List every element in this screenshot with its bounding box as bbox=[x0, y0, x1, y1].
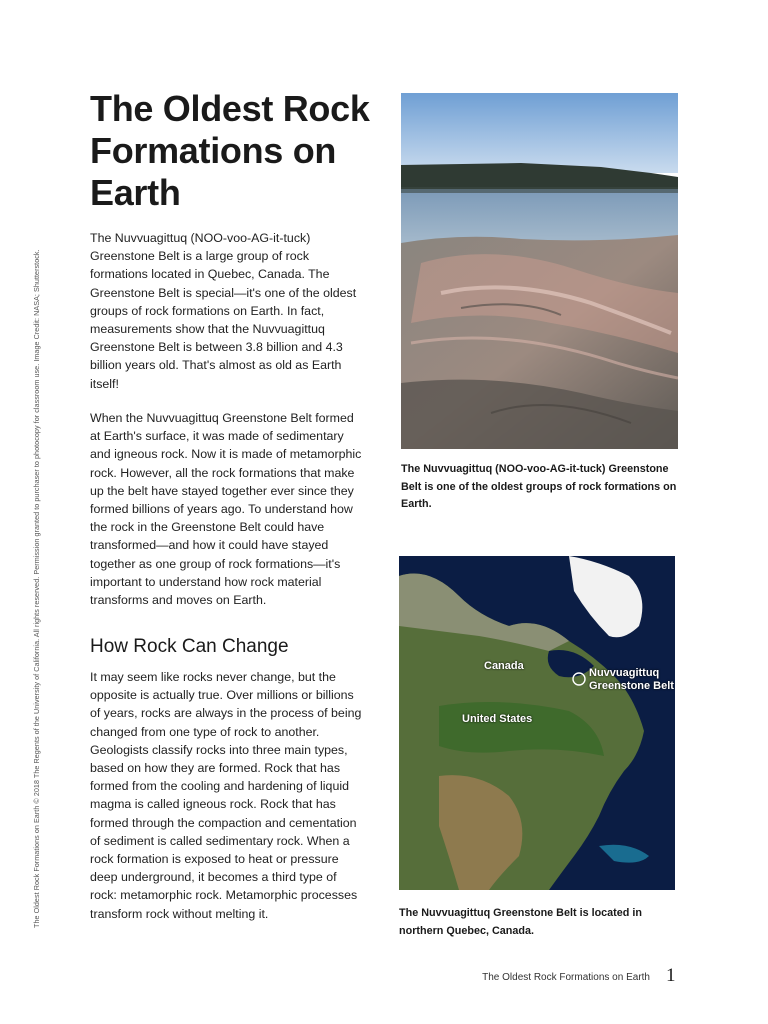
photo-caption: The Nuvvuagittuq (NOO-voo-AG-it-tuck) Greenstone Belt is one of the oldest groups of rock formations on Earth. bbox=[401, 463, 677, 510]
map-caption: The Nuvvuagittuq Greenstone Belt is located in northern Quebec, Canada. bbox=[399, 907, 642, 937]
side-credit: The Oldest Rock Formations on Earth © 2018 The Regents of the University of California. All rights reserved. Permission granted to purchaser to photocopy for classroom use. Image Credit: NASA; Shutterstock. bbox=[32, 249, 41, 928]
rock-photo-illustration bbox=[401, 93, 678, 449]
section-heading: How Rock Can Change bbox=[90, 636, 289, 657]
paragraph-intro: The Nuvvuagittuq (NOO-voo-AG-it-tuck) Greenstone Belt is a large group of rock formations located in Quebec, Canada. The Greenstone Belt is special—it's one of the oldest groups of rock formations on Earth. In fact, measurements show that the Nuvvuagittuq Greenstone Belt is between 3.8 billion and 4.3 billion years old. That's almost as old as Earth itself! bbox=[90, 231, 357, 391]
rock-formation-photo bbox=[401, 93, 678, 449]
page-number: 1 bbox=[666, 965, 676, 986]
map-illustration bbox=[399, 556, 675, 890]
map-label-belt-name: Nuvvuagittuq bbox=[589, 667, 660, 679]
footer-title: The Oldest Rock Formations on Earth bbox=[482, 972, 650, 983]
paragraph-formation: When the Nuvvuagittuq Greenstone Belt formed at Earth's surface, it was made of sedimentary and igneous rock. Now it is made of metamorphic rock. However, all the rock formations that make up the belt have stayed together ever since they formed billions of years ago. To understand how the rock in the Greenstone Belt could have transformed—and how it could have stayed together as one group of rock formations—it's important to understand how rock material transforms and moves on Earth. bbox=[90, 411, 362, 608]
map-label-belt-type: Greenstone Belt bbox=[589, 680, 674, 692]
page-title: The Oldest Rock Formations on Earth bbox=[90, 88, 370, 213]
north-america-map bbox=[399, 556, 675, 890]
map-label-canada: Canada bbox=[484, 660, 524, 672]
paragraph-rock-change: It may seem like rocks never change, but the opposite is actually true. Over millions or billions of years, rocks are always in the process of being changed from one type of rock to another. Geologists classify rocks into three main types, based on how they are formed. Rock that has formed from the cooling and hardening of liquid magma is called igneous rock. Rock that has formed through the compaction and cementation of sediment is called sedimentary rock. When a rock formation is exposed to heat or pressure deep underground, it becomes a third type of rock: metamorphic rock. Metamorphic processes transform rock without melting it. bbox=[90, 670, 362, 921]
map-label-united-states: United States bbox=[462, 713, 533, 725]
